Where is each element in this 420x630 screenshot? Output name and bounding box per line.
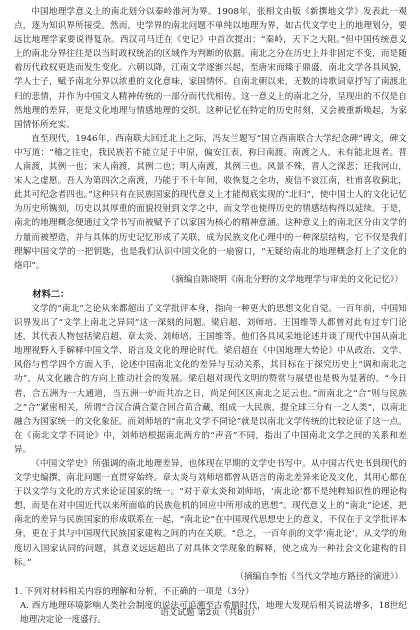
page-footer: 语文试题 第2页（共8页） (160, 608, 260, 618)
material2-source: （摘编自李怡《当代文学地方路径的演进》） (235, 571, 403, 582)
material1-paragraph-2: 直至现代，1946年，西南联大回迁北上之际，冯友兰题写“国立西南联合大学纪念碑”碑文，碑文中写道：“稽之往史，我民族若不能立足于中原，偏安江表，称曰南渡。南渡之人，未有能北返者。晋人南渡，其例一也；宋人南渡，其例二也；明人南渡，其例三也。风景不殊，晋人之深悲；还我河山，宋人之虚愿。吾人为第四次之南渡，乃能于不十年间，收恢复之全功，庾信不哀江南，杜甫喜收蓟北，此其可纪念者四也。”这种只有在民族国家的现代意义上才能彻底实现的“北归”，使中国士人的文化记忆为历史所镌刻，历史以其厚重的面貌投射到文学之中，而文学也使得历史的情感结构得以延续。于是，南北的地理概念便通过文学书写而被赋予了以家国为核心的精神意涵。这种意义上的南北区分由文学的力量而被塑造，并与具体的历史记忆形成了关联，成为民族文化心理中的一种深层结构，它不仅是我们理解中国文学的一把钥匙，也是我们认识中国文化的一扇窗口，“无疑给南北的地理概念打上了文化的烙印”。 (14, 133, 407, 271)
question-1: 1. 下列对材料相关内容的理解和分析，不正确的一项是（3分） (14, 586, 254, 597)
question-1-option-a: A. 西方地理环境影响人类社会制度的说法可追溯至古希腊时代，地理大发现后相关说法增多，18世纪地理决定论一度盛行。 (20, 600, 407, 626)
material1-paragraph-1: 中国地理学意义上的南北划分以秦岭淮河为界。1908年，张相文由版《新撰地文学》发表此一观点，逐为知识界所接受。然而，史学界的南北问题不单纯以地理为界，如古代文学史上的地理划分，要远比地理学家要说得复杂。西汉司马迁在《史记》中首次提出：“秦岭，天下之大阻。”但中国传统意义上的南北分界往往是以当时政权统治的区域作为判断的依据。南北之分在历史上并非固定不变，而是随着历代政权更迭而发生变化。六朝以降，江南文学逐渐兴起，至唐宋而臻于鼎盛，南北文学各具风貌，学人士子，赋予南北分界以浓重的文化意味，家国情怀。自南北朝以来，无数的诗歌词章抒写了南渡北归的悲情，并作为中国文人精神传统的一部分而代代相传。这一意义上的南北之分，呈现出的不仅是自然地理的差异，更是文化地理与情感地理的交织。这种记忆在特定的历史时刻，又会被重新唤起，为家国情怀所充实。 (14, 7, 407, 130)
material2-paragraph-2: 《中国文学史》所强调的南北地理差异，也体现在早期的文学史书写中。从中国古代史书到现代的文学史编撰，南北问题一直贯穿始终。章太炎与刘师培都曾从语言的南北差异来论及文化，其用心都在于以文学与文化的方式来论证国家的统一。“对于章太炎和刘师培，‘南北论’都不是纯粹知识性的理论构想，而是在对中国近代以来所面临的民族危机的回应中所形成的思想”。现代意义上的“南北”论述，把南北的差异与民族国家的形成联系在一起，“南北论”在中国现代思想史上的意义，不仅在于文学批评本身，更在于其与中国现代民族国家建构之间的内在关联。“总之，一百年前的文学‘南北论’，从文学的角度切入国家认同的问题，其意义远远超出了对具体文学现象的解释，使之成为一种社会文化建构的目标。” (14, 459, 407, 568)
material2-heading: 材料二： (32, 288, 70, 300)
material1-source: （摘编自陈晓明《南北分野的文学地理学与审美的文化记忆》） (166, 274, 403, 285)
material2-paragraph-1: 文学的“南北”之论从来都超出了文学批评本身，指向一种更大的思想文化自觉。一百年前，中国知识界发出了“文学上南北之异同”这一深刻的问题。梁启超、刘师培、王国维等人都曾对此有过专门论述，其代表人物包括梁启超、章太炎、刘师培、王国维等。他们各具风采地论述并谈了现代中国从南北地理视野入手解释中国文学、语言及文化的理论时代。梁启超在《中国地理大势论》中从政治、文学、风俗与哲学四个方面入手，论述中国南北文化的差异与互动关系，其目标在于探究历史上“调和南北之功”，从文化融合的方向上推动社会的发展。梁启超对现代文明的赞赏与展望也是极为显著的。“今日者，合五洲为一大通道，当五洲一炉而共冶之日，尚足何区区南北之足云也。”而南北之“合”则与民族之“合”紧密相关，所谓“合汉合满合蒙合回合苗合藏，组成一大民族，提全球三分有一之人类”，以南北融合为国家统一的文化象征。而刘师培的“南北文学不同论”就是以南北文学传统的比较论证了这一点。在《南北文学不同论》中，刘师培根据南北两方的“声音”不同，指出了中国南北文学之间的关系和差异。 (14, 303, 407, 455)
